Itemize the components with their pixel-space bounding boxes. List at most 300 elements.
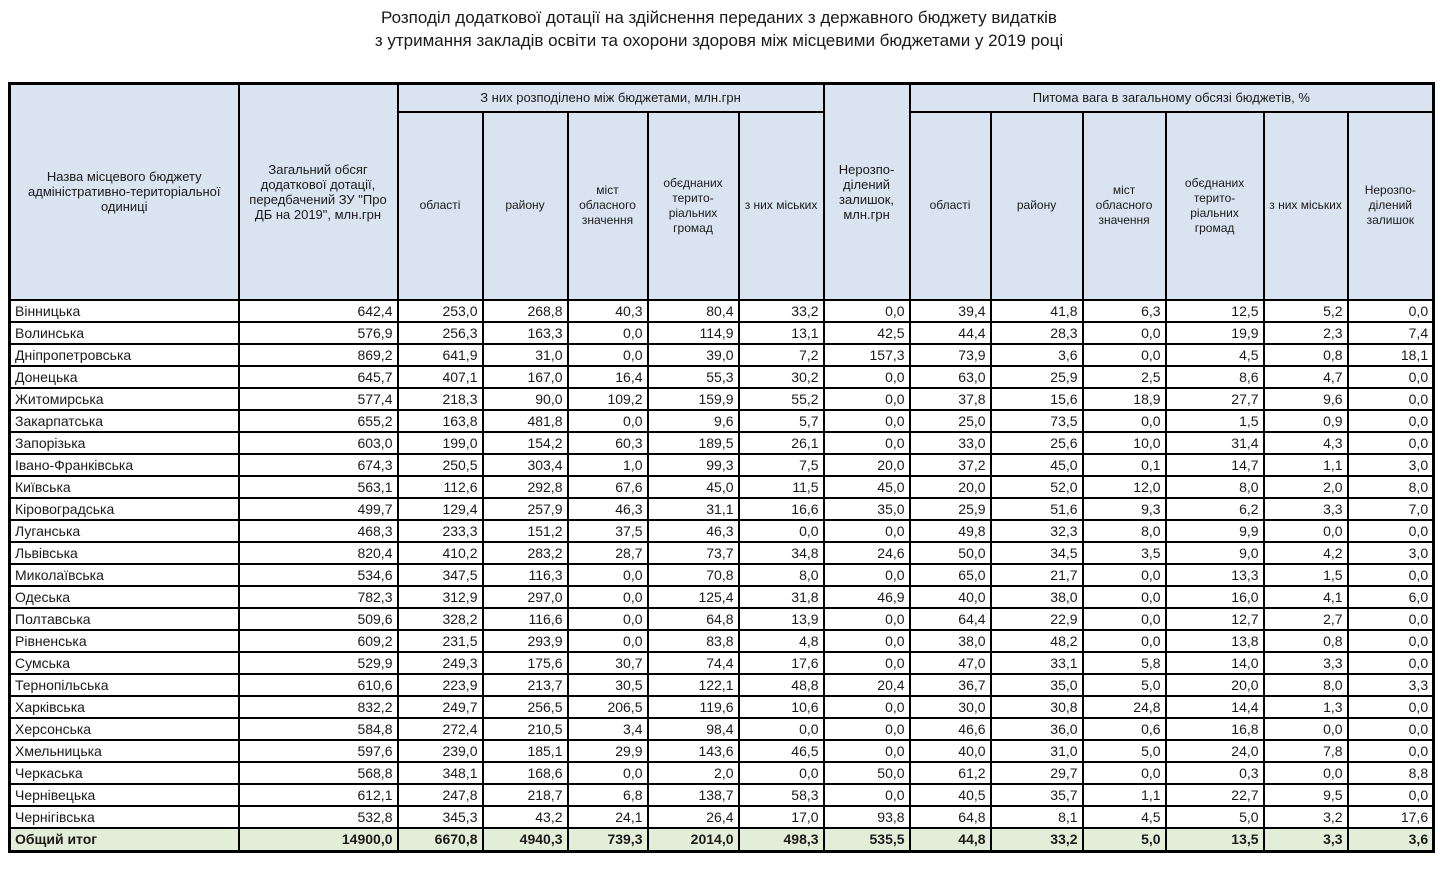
- region-name-cell: Київська: [10, 476, 239, 498]
- value-cell: 25,0: [910, 410, 991, 432]
- value-cell: 143,6: [648, 740, 739, 762]
- value-cell: 46,3: [568, 498, 648, 520]
- value-cell: 0,0: [1348, 740, 1434, 762]
- group-header-distributed: З них розподілено між бюджетами, млн.грн: [398, 84, 824, 112]
- value-cell: 0,0: [1264, 762, 1348, 784]
- value-cell: 0,0: [739, 718, 824, 740]
- value-cell: 3,6: [1348, 828, 1434, 852]
- value-cell: 348,1: [398, 762, 483, 784]
- table-row: [10, 630, 1434, 652]
- value-cell: 31,1: [648, 498, 739, 520]
- value-cell: 532,8: [239, 806, 398, 828]
- value-cell: 27,7: [1166, 388, 1264, 410]
- value-cell: 3,3: [1348, 674, 1434, 696]
- value-cell: 1,3: [1264, 696, 1348, 718]
- value-cell: 0,0: [568, 762, 648, 784]
- value-cell: 22,9: [991, 608, 1083, 630]
- value-cell: 28,7: [568, 542, 648, 564]
- header-distributed-rayon: району: [483, 112, 568, 300]
- value-cell: 2,5: [1083, 366, 1166, 388]
- value-cell: 48,2: [991, 630, 1083, 652]
- value-cell: 45,0: [648, 476, 739, 498]
- value-cell: 0,0: [568, 564, 648, 586]
- value-cell: 0,0: [1348, 520, 1434, 542]
- value-cell: 42,5: [824, 322, 910, 344]
- value-cell: 14,7: [1166, 454, 1264, 476]
- value-cell: 739,3: [568, 828, 648, 852]
- value-cell: 6670,8: [398, 828, 483, 852]
- value-cell: 14,4: [1166, 696, 1264, 718]
- value-cell: 33,1: [991, 652, 1083, 674]
- value-cell: 63,0: [910, 366, 991, 388]
- value-cell: 4940,3: [483, 828, 568, 852]
- value-cell: 168,6: [483, 762, 568, 784]
- value-cell: 163,8: [398, 410, 483, 432]
- value-cell: 210,5: [483, 718, 568, 740]
- value-cell: 5,0: [1083, 740, 1166, 762]
- value-cell: 33,0: [910, 432, 991, 454]
- value-cell: 93,8: [824, 806, 910, 828]
- value-cell: 44,4: [910, 322, 991, 344]
- value-cell: 0,0: [1348, 630, 1434, 652]
- value-cell: 38,0: [991, 586, 1083, 608]
- value-cell: 8,1: [991, 806, 1083, 828]
- value-cell: 498,3: [739, 828, 824, 852]
- value-cell: 175,6: [483, 652, 568, 674]
- region-name-cell: Чернівецька: [10, 784, 239, 806]
- value-cell: 3,5: [1083, 542, 1166, 564]
- value-cell: 509,6: [239, 608, 398, 630]
- value-cell: 0,0: [739, 762, 824, 784]
- value-cell: 0,0: [1348, 388, 1434, 410]
- table-row: [10, 498, 1434, 520]
- value-cell: 199,0: [398, 432, 483, 454]
- value-cell: 41,8: [991, 300, 1083, 322]
- value-cell: 8,0: [739, 564, 824, 586]
- value-cell: 38,0: [910, 630, 991, 652]
- value-cell: 36,7: [910, 674, 991, 696]
- value-cell: 0,9: [1264, 410, 1348, 432]
- header-distributed-oblast: області: [398, 112, 483, 300]
- region-name-cell: Луганська: [10, 520, 239, 542]
- value-cell: 6,3: [1083, 300, 1166, 322]
- value-cell: 576,9: [239, 322, 398, 344]
- value-cell: 231,5: [398, 630, 483, 652]
- value-cell: 257,9: [483, 498, 568, 520]
- table-row: [10, 696, 1434, 718]
- table-row: [10, 388, 1434, 410]
- value-cell: 13,3: [1166, 564, 1264, 586]
- value-cell: 19,9: [1166, 322, 1264, 344]
- value-cell: 869,2: [239, 344, 398, 366]
- value-cell: 30,0: [910, 696, 991, 718]
- value-cell: 3,4: [568, 718, 648, 740]
- report-title: [0, 0, 1438, 52]
- value-cell: 218,7: [483, 784, 568, 806]
- value-cell: 609,2: [239, 630, 398, 652]
- value-cell: 0,0: [1083, 344, 1166, 366]
- value-cell: 74,4: [648, 652, 739, 674]
- region-name-cell: Полтавська: [10, 608, 239, 630]
- value-cell: 18,9: [1083, 388, 1166, 410]
- value-cell: 31,0: [991, 740, 1083, 762]
- value-cell: 2,0: [648, 762, 739, 784]
- value-cell: 4,2: [1264, 542, 1348, 564]
- value-cell: 46,6: [910, 718, 991, 740]
- region-name-cell: Рівненська: [10, 630, 239, 652]
- value-cell: 24,1: [568, 806, 648, 828]
- value-cell: 0,0: [568, 410, 648, 432]
- value-cell: 563,1: [239, 476, 398, 498]
- value-cell: 45,0: [824, 476, 910, 498]
- value-cell: 0,0: [824, 300, 910, 322]
- value-cell: 24,8: [1083, 696, 1166, 718]
- table-row: [10, 674, 1434, 696]
- budget-distribution-table: [8, 82, 1435, 853]
- value-cell: 46,5: [739, 740, 824, 762]
- value-cell: 0,0: [1348, 696, 1434, 718]
- value-cell: 577,4: [239, 388, 398, 410]
- table-row: [10, 806, 1434, 828]
- value-cell: 35,0: [991, 674, 1083, 696]
- value-cell: 11,5: [739, 476, 824, 498]
- value-cell: 47,0: [910, 652, 991, 674]
- value-cell: 0,0: [1348, 608, 1434, 630]
- value-cell: 0,0: [824, 652, 910, 674]
- value-cell: 39,0: [648, 344, 739, 366]
- value-cell: 2,7: [1264, 608, 1348, 630]
- value-cell: 83,8: [648, 630, 739, 652]
- value-cell: 584,8: [239, 718, 398, 740]
- table-row: [10, 564, 1434, 586]
- value-cell: 157,3: [824, 344, 910, 366]
- value-cell: 0,0: [568, 608, 648, 630]
- value-cell: 116,3: [483, 564, 568, 586]
- header-share-otg: обєднаних терито- ріальних громад: [1166, 112, 1264, 300]
- header-share-undistributed: Нерозпо- ділений залишок: [1348, 112, 1434, 300]
- value-cell: 407,1: [398, 366, 483, 388]
- header-distributed-otg: обєднаних терито- ріальних громад: [648, 112, 739, 300]
- value-cell: 6,2: [1166, 498, 1264, 520]
- value-cell: 535,5: [824, 828, 910, 852]
- table-row: [10, 366, 1434, 388]
- value-cell: 6,8: [568, 784, 648, 806]
- value-cell: 49,8: [910, 520, 991, 542]
- value-cell: 39,4: [910, 300, 991, 322]
- region-name-cell: Тернопільська: [10, 674, 239, 696]
- table-row: [10, 476, 1434, 498]
- value-cell: 7,2: [739, 344, 824, 366]
- value-cell: 0,0: [1083, 762, 1166, 784]
- table-row: [10, 740, 1434, 762]
- value-cell: 3,3: [1264, 498, 1348, 520]
- value-cell: 20,0: [824, 454, 910, 476]
- region-name-cell: Одеська: [10, 586, 239, 608]
- value-cell: 159,9: [648, 388, 739, 410]
- value-cell: 1,1: [1264, 454, 1348, 476]
- value-cell: 40,3: [568, 300, 648, 322]
- value-cell: 58,3: [739, 784, 824, 806]
- value-cell: 0,0: [1348, 432, 1434, 454]
- value-cell: 0,0: [568, 586, 648, 608]
- value-cell: 34,5: [991, 542, 1083, 564]
- value-cell: 26,4: [648, 806, 739, 828]
- table-header: [10, 84, 1434, 300]
- value-cell: 29,9: [568, 740, 648, 762]
- value-cell: 8,8: [1348, 762, 1434, 784]
- value-cell: 73,9: [910, 344, 991, 366]
- value-cell: 30,7: [568, 652, 648, 674]
- value-cell: 50,0: [824, 762, 910, 784]
- value-cell: 8,6: [1166, 366, 1264, 388]
- value-cell: 9,0: [1166, 542, 1264, 564]
- value-cell: 119,6: [648, 696, 739, 718]
- region-name-cell: Житомирська: [10, 388, 239, 410]
- value-cell: 35,0: [824, 498, 910, 520]
- value-cell: 0,0: [1348, 564, 1434, 586]
- value-cell: 55,3: [648, 366, 739, 388]
- table-row: [10, 784, 1434, 806]
- header-undistributed-remainder: Нерозпо- ділений залишок, млн.грн: [824, 84, 910, 300]
- value-cell: 67,6: [568, 476, 648, 498]
- table-row: [10, 520, 1434, 542]
- value-cell: 73,5: [991, 410, 1083, 432]
- value-cell: 347,5: [398, 564, 483, 586]
- value-cell: 8,0: [1348, 476, 1434, 498]
- region-name-cell: Волинська: [10, 322, 239, 344]
- value-cell: 9,9: [1166, 520, 1264, 542]
- value-cell: 0,0: [824, 696, 910, 718]
- value-cell: 312,9: [398, 586, 483, 608]
- value-cell: 125,4: [648, 586, 739, 608]
- value-cell: 272,4: [398, 718, 483, 740]
- value-cell: 189,5: [648, 432, 739, 454]
- value-cell: 24,6: [824, 542, 910, 564]
- value-cell: 3,2: [1264, 806, 1348, 828]
- value-cell: 249,7: [398, 696, 483, 718]
- value-cell: 0,0: [1264, 718, 1348, 740]
- value-cell: 16,4: [568, 366, 648, 388]
- value-cell: 1,5: [1264, 564, 1348, 586]
- table-row: [10, 718, 1434, 740]
- value-cell: 7,8: [1264, 740, 1348, 762]
- value-cell: 129,4: [398, 498, 483, 520]
- value-cell: 247,8: [398, 784, 483, 806]
- table-row: [10, 432, 1434, 454]
- header-share-rayon: району: [991, 112, 1083, 300]
- value-cell: 16,8: [1166, 718, 1264, 740]
- value-cell: 0,0: [824, 520, 910, 542]
- header-distributed-oblast-cities: міст обласного значення: [568, 112, 648, 300]
- value-cell: 0,0: [1348, 410, 1434, 432]
- value-cell: 52,0: [991, 476, 1083, 498]
- value-cell: 268,8: [483, 300, 568, 322]
- value-cell: 46,3: [648, 520, 739, 542]
- value-cell: 603,0: [239, 432, 398, 454]
- value-cell: 481,8: [483, 410, 568, 432]
- value-cell: 0,6: [1083, 718, 1166, 740]
- region-name-cell: Чернігівська: [10, 806, 239, 828]
- value-cell: 5,7: [739, 410, 824, 432]
- value-cell: 0,0: [824, 630, 910, 652]
- value-cell: 5,8: [1083, 652, 1166, 674]
- value-cell: 40,0: [910, 740, 991, 762]
- value-cell: 3,3: [1264, 828, 1348, 852]
- table-row: [10, 410, 1434, 432]
- value-cell: 0,0: [1348, 784, 1434, 806]
- value-cell: 35,7: [991, 784, 1083, 806]
- value-cell: 0,0: [824, 784, 910, 806]
- region-name-cell: Вінницька: [10, 300, 239, 322]
- value-cell: 29,7: [991, 762, 1083, 784]
- value-cell: 13,9: [739, 608, 824, 630]
- value-cell: 0,0: [824, 388, 910, 410]
- value-cell: 782,3: [239, 586, 398, 608]
- value-cell: 61,2: [910, 762, 991, 784]
- value-cell: 303,4: [483, 454, 568, 476]
- value-cell: 206,5: [568, 696, 648, 718]
- value-cell: 31,8: [739, 586, 824, 608]
- value-cell: 37,2: [910, 454, 991, 476]
- group-header-share: Питома вага в загальному обсязі бюджетів, %: [910, 84, 1434, 112]
- value-cell: 64,4: [910, 608, 991, 630]
- value-cell: 253,0: [398, 300, 483, 322]
- value-cell: 98,4: [648, 718, 739, 740]
- value-cell: 20,0: [910, 476, 991, 498]
- value-cell: 15,6: [991, 388, 1083, 410]
- value-cell: 0,0: [1083, 564, 1166, 586]
- region-name-cell: Хмельницька: [10, 740, 239, 762]
- value-cell: 5,0: [1166, 806, 1264, 828]
- region-name-cell: Івано-Франківська: [10, 454, 239, 476]
- value-cell: 0,0: [824, 564, 910, 586]
- value-cell: 499,7: [239, 498, 398, 520]
- value-cell: 2,0: [1264, 476, 1348, 498]
- value-cell: 122,1: [648, 674, 739, 696]
- value-cell: 610,6: [239, 674, 398, 696]
- group-header-row: [10, 84, 1434, 112]
- value-cell: 8,0: [1166, 476, 1264, 498]
- value-cell: 30,5: [568, 674, 648, 696]
- table-row: [10, 652, 1434, 674]
- value-cell: 3,3: [1264, 652, 1348, 674]
- value-cell: 12,0: [1083, 476, 1166, 498]
- value-cell: 14900,0: [239, 828, 398, 852]
- region-name-cell: Харківська: [10, 696, 239, 718]
- value-cell: 9,6: [1264, 388, 1348, 410]
- region-name-cell: Запорізька: [10, 432, 239, 454]
- value-cell: 31,4: [1166, 432, 1264, 454]
- value-cell: 2,3: [1264, 322, 1348, 344]
- value-cell: 0,0: [1348, 718, 1434, 740]
- value-cell: 250,5: [398, 454, 483, 476]
- value-cell: 1,1: [1083, 784, 1166, 806]
- table-row: [10, 344, 1434, 366]
- table-row: [10, 542, 1434, 564]
- value-cell: 64,8: [910, 806, 991, 828]
- value-cell: 249,3: [398, 652, 483, 674]
- value-cell: 14,0: [1166, 652, 1264, 674]
- value-cell: 21,7: [991, 564, 1083, 586]
- value-cell: 0,0: [1083, 586, 1166, 608]
- value-cell: 8,0: [1083, 520, 1166, 542]
- header-share-oblast: області: [910, 112, 991, 300]
- value-cell: 218,3: [398, 388, 483, 410]
- value-cell: 0,0: [1348, 300, 1434, 322]
- value-cell: 293,9: [483, 630, 568, 652]
- value-cell: 0,0: [824, 432, 910, 454]
- value-cell: 283,2: [483, 542, 568, 564]
- value-cell: 25,6: [991, 432, 1083, 454]
- region-name-cell: Дніпропетровська: [10, 344, 239, 366]
- value-cell: 20,4: [824, 674, 910, 696]
- value-cell: 50,0: [910, 542, 991, 564]
- value-cell: 60,3: [568, 432, 648, 454]
- value-cell: 43,2: [483, 806, 568, 828]
- table-row: [10, 586, 1434, 608]
- value-cell: 0,1: [1083, 454, 1166, 476]
- table-body: [10, 300, 1434, 852]
- value-cell: 345,3: [398, 806, 483, 828]
- value-cell: 26,1: [739, 432, 824, 454]
- value-cell: 16,0: [1166, 586, 1264, 608]
- value-cell: 13,8: [1166, 630, 1264, 652]
- table-row: [10, 762, 1434, 784]
- value-cell: 7,5: [739, 454, 824, 476]
- value-cell: 167,0: [483, 366, 568, 388]
- value-cell: 55,2: [739, 388, 824, 410]
- value-cell: 4,3: [1264, 432, 1348, 454]
- value-cell: 3,0: [1348, 454, 1434, 476]
- value-cell: 13,5: [1166, 828, 1264, 852]
- value-cell: 3,0: [1348, 542, 1434, 564]
- value-cell: 292,8: [483, 476, 568, 498]
- value-cell: 832,2: [239, 696, 398, 718]
- value-cell: 256,5: [483, 696, 568, 718]
- value-cell: 31,0: [483, 344, 568, 366]
- value-cell: 612,1: [239, 784, 398, 806]
- value-cell: 256,3: [398, 322, 483, 344]
- table-row: [10, 322, 1434, 344]
- value-cell: 0,0: [1083, 410, 1166, 432]
- value-cell: 239,0: [398, 740, 483, 762]
- value-cell: 4,8: [739, 630, 824, 652]
- value-cell: 34,8: [739, 542, 824, 564]
- header-total-volume: Загальний обсяг додаткової дотації, передбачений ЗУ "Про ДБ на 2019", млн.грн: [239, 84, 398, 300]
- value-cell: 4,5: [1083, 806, 1166, 828]
- value-cell: 33,2: [991, 828, 1083, 852]
- value-cell: 223,9: [398, 674, 483, 696]
- value-cell: 820,4: [239, 542, 398, 564]
- value-cell: 0,0: [1083, 608, 1166, 630]
- value-cell: 213,7: [483, 674, 568, 696]
- value-cell: 16,6: [739, 498, 824, 520]
- value-cell: 116,6: [483, 608, 568, 630]
- value-cell: 37,5: [568, 520, 648, 542]
- value-cell: 5,2: [1264, 300, 1348, 322]
- value-cell: 597,6: [239, 740, 398, 762]
- value-cell: 0,8: [1264, 344, 1348, 366]
- value-cell: 0,0: [824, 608, 910, 630]
- value-cell: 44,8: [910, 828, 991, 852]
- value-cell: 410,2: [398, 542, 483, 564]
- value-cell: 51,6: [991, 498, 1083, 520]
- value-cell: 37,8: [910, 388, 991, 410]
- value-cell: 154,2: [483, 432, 568, 454]
- value-cell: 10,0: [1083, 432, 1166, 454]
- value-cell: 20,0: [1166, 674, 1264, 696]
- value-cell: 33,2: [739, 300, 824, 322]
